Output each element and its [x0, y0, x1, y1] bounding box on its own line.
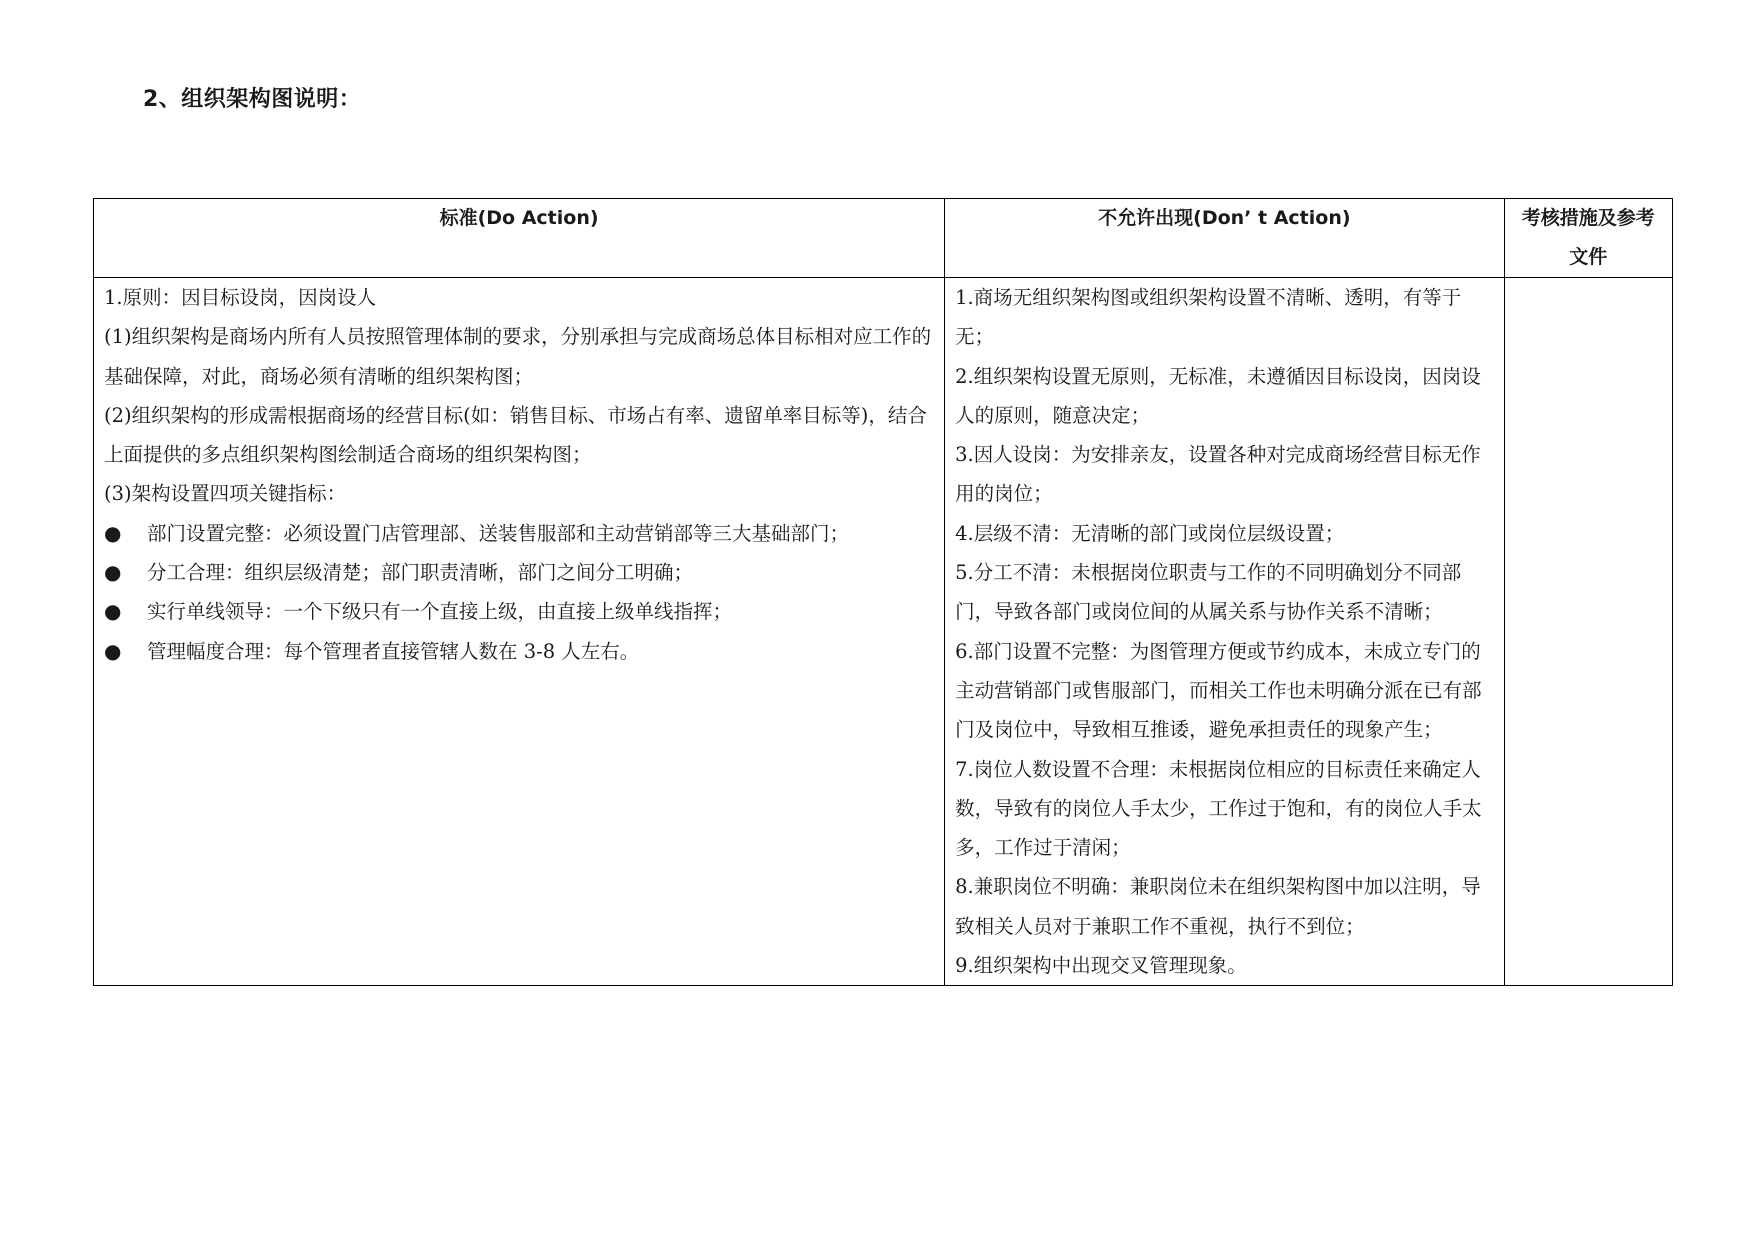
bullet-text: 实行单线领导：一个下级只有一个直接上级，由直接上级单线指挥；	[147, 600, 733, 624]
not-allowed-item: 9.组织架构中出现交叉管理现象。	[955, 954, 1247, 978]
bullet-icon: ●	[104, 520, 122, 545]
not-allowed-cell	[945, 278, 1504, 986]
not-allowed-item: 5.分工不清：未根据岗位职责与工作的不同明确划分不同部门，导致各部门或岗位间的从属关系与协作关系不清晰；	[955, 561, 1462, 624]
table-row	[94, 278, 1673, 986]
not-allowed-item: 7.岗位人数设置不合理：未根据岗位相应的目标责任来确定人数，导致有的岗位人手太少，工作过于饱和，有的岗位人手太多，工作过于清闲；	[955, 757, 1482, 860]
not-allowed-item: 6.部门设置不完整：为图管理方便或节约成本，未成立专门的主动营销部门或售服部门，而相关工作也未明确分派在已有部门及岗位中，导致相互推诿，避免承担责任的现象产生；	[955, 639, 1482, 742]
not-allowed-item: 3.因人设岗：为安排亲友，设置各种对完成商场经营目标无作用的岗位；	[955, 443, 1481, 506]
bullet-item	[104, 592, 936, 631]
standard-line: (1)组织架构是商场内所有人员按照管理体制的要求，分别承担与完成商场总体目标相对应工作的基础保障，对此，商场必须有清晰的组织架构图；	[104, 325, 932, 388]
standards-table	[93, 198, 1673, 986]
bullet-text: 管理幅度合理：每个管理者直接管辖人数在 3-8 人左右。	[147, 639, 640, 663]
header-standard	[94, 199, 945, 278]
section-title: 2、组织架构图说明：	[143, 87, 362, 112]
bullet-item	[104, 553, 936, 592]
table-header-row	[94, 199, 1673, 278]
bullet-item	[104, 514, 936, 553]
bullet-icon: ●	[104, 638, 122, 663]
bullet-text: 分工合理：组织层级清楚；部门职责清晰，部门之间分工明确；	[147, 561, 694, 585]
header-not-allowed-label: 不允许出现(Don’ t Action)	[1098, 207, 1351, 229]
bullet-icon: ●	[104, 560, 122, 585]
standard-cell	[94, 278, 945, 986]
not-allowed-item: 8.兼职岗位不明确：兼职岗位未在组织架构图中加以注明，导致相关人员对于兼职工作不重视，执行不到位；	[955, 875, 1481, 938]
standard-line: 1.原则：因目标设岗，因岗设人	[104, 286, 377, 309]
not-allowed-item: 2.组织架构设置无原则，无标准，未遵循因目标设岗，因岗设人的原则，随意决定；	[955, 364, 1481, 427]
bullet-icon: ●	[104, 599, 122, 624]
not-allowed-item: 4.层级不清：无清晰的部门或岗位层级设置；	[955, 521, 1345, 545]
standard-line: (2)组织架构的形成需根据商场的经营目标(如：销售目标、市场占有率、遗留单率目标等)，结合上面提供的多点组织架构图绘制适合商场的组织架构图；	[104, 403, 927, 467]
header-standard-label: 标准(Do Action)	[439, 207, 599, 229]
standard-line: (3)架构设置四项关键指标：	[104, 482, 347, 506]
not-allowed-item: 1.商场无组织架构图或组织架构设置不清晰、透明，有等于无；	[955, 286, 1462, 349]
header-not-allowed	[945, 199, 1504, 278]
header-assessment-label: 考核措施及参考文件	[1521, 207, 1655, 268]
bullet-item	[104, 632, 936, 671]
assessment-cell	[1504, 278, 1672, 986]
bullet-text: 部门设置完整：必须设置门店管理部、送装售服部和主动营销部等三大基础部门；	[147, 521, 850, 545]
header-assessment	[1504, 199, 1672, 278]
